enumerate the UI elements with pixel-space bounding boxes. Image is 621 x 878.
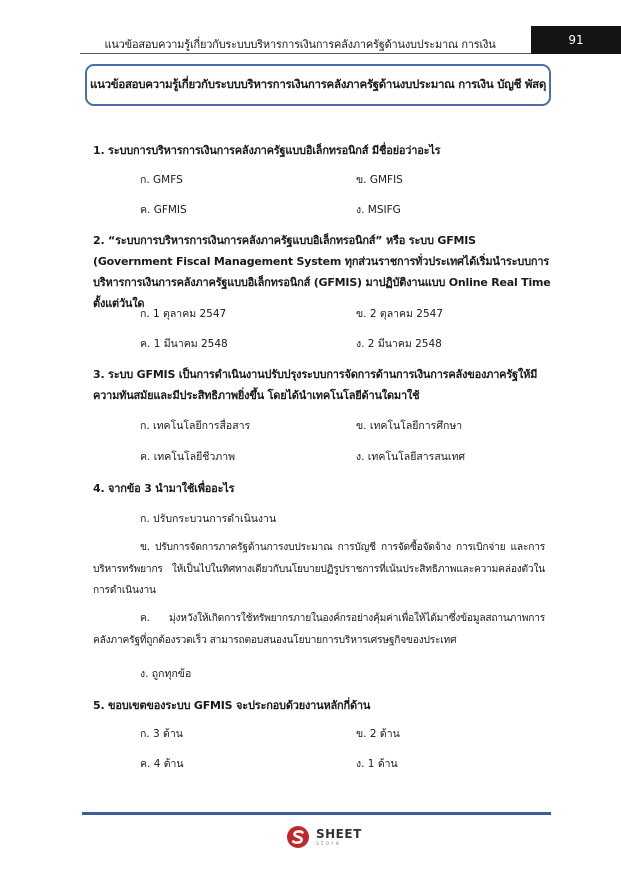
q3-option-b: ข. เทคโนโลยีการศึกษา	[356, 420, 463, 432]
q4-option-b-text: ข. ปรับการจัดการภาครัฐด้านการงบประมาณ การบัญชี การจัดซื้อจัดจ้าง การเบิกจ่าย และการบริหารทรัพยากร ให้เป็นไปในทิศทางเดียวกับนโยบายปฏิรูปราชการที่เน้นประสิทธิภาพและความคล่องตัวในการดำเนินงาน	[93, 542, 545, 596]
q2-option-a: ก. 1 ตุลาคม 2547	[140, 308, 227, 320]
q2-option-d: ง. 2 มีนาคม 2548	[356, 338, 442, 350]
q3-option-a: ก. เทคโนโลยีการสื่อสาร	[140, 420, 251, 432]
q5-option-c: ค. 4 ด้าน	[140, 758, 184, 770]
q3-option-d: ง. เทคโนโลยีสารสนเทศ	[356, 451, 466, 463]
q5-option-b: ข. 2 ด้าน	[356, 728, 400, 740]
question-4: 4. จากข้อ 3 นำมาใช้เพื่ออะไร	[93, 482, 235, 495]
running-header: แนวข้อสอบความรู้เกี่ยวกับระบบบริหารการเงินการคลังภาครัฐด้านงบประมาณ การเงิน	[104, 38, 496, 51]
question-5: 5. ขอบเขตของระบบ GFMIS จะประกอบด้วยงานหลักกี่ด้าน	[93, 699, 371, 712]
q4-option-c-text: ค. มุ่งหวังให้เกิดการใช้ทรัพยากรภายในองค์กรอย่างคุ้มค่าเพื่อให้ได้มาซึ่งข้อมูลสถานภาพการคลังภาครัฐที่ถูกต้องรวดเร็ว สามารถตอบสนองนโยบายการบริหารเศรษฐกิจของประเทศ	[93, 613, 545, 646]
q4-option-c	[93, 608, 545, 651]
q4-option-a: ก. ปรับกระบวนการดำเนินงาน	[140, 513, 277, 525]
q1-option-c: ค. GFMIS	[140, 204, 187, 216]
footer-divider	[82, 812, 551, 815]
q1-option-d: ง. MSIFG	[356, 204, 401, 216]
q3-option-c: ค. เทคโนโลยีชีวภาพ	[140, 451, 236, 463]
sheet-store-logo	[286, 824, 362, 850]
q2-option-b: ข. 2 ตุลาคม 2547	[356, 308, 444, 320]
q1-option-a: ก. GMFS	[140, 174, 183, 186]
q2-option-c: ค. 1 มีนาคม 2548	[140, 338, 228, 350]
sheet-store-s-icon	[286, 825, 310, 849]
question-3: 3. ระบบ GFMIS เป็นการดำเนินงานปรับปรุงระบบการจัดการด้านการเงินการคลังของภาครัฐให้มีความทันสมัยและมีประสิทธิภาพยิ่งขึ้น โดยได้นำเทคโนโลยีด้านใดมาใช้	[93, 368, 538, 402]
q4-option-b	[93, 537, 545, 602]
page-number: 91	[531, 26, 621, 54]
header-divider	[80, 53, 531, 54]
q5-option-a: ก. 3 ด้าน	[140, 728, 183, 740]
q4-option-d: ง. ถูกทุกข้อ	[140, 668, 192, 680]
logo-brand-sub: store	[316, 839, 342, 847]
q5-option-d: ง. 1 ด้าน	[356, 758, 398, 770]
logo-brand: SHEET	[316, 826, 362, 841]
question-1: 1. ระบบการบริหารการเงินการคลังภาครัฐแบบอิเล็กทรอนิกส์ มีชื่อย่อว่าอะไร	[93, 144, 441, 157]
section-title-box: แนวข้อสอบความรู้เกี่ยวกับระบบบริหารการเงินการคลังภาครัฐด้านงบประมาณ การเงิน บัญชี พัสดุ	[85, 64, 551, 106]
question-2: 2. “ระบบการบริหารการเงินการคลังภาครัฐแบบอิเล็กทรอนิกส์” หรือ ระบบ GFMIS (Government Fiscal Management System ทุกส่วนราชการทั่วประเทศได้เริ่มนำระบบการบริหารการเงินการคลังภาครัฐแบบอิเล็กทรอนิกส์ (GFMIS) มาปฏิบัติงานแบบ Online Real Time ตั้งแต่วันใด	[93, 234, 551, 310]
q1-option-b: ข. GMFIS	[356, 174, 403, 186]
